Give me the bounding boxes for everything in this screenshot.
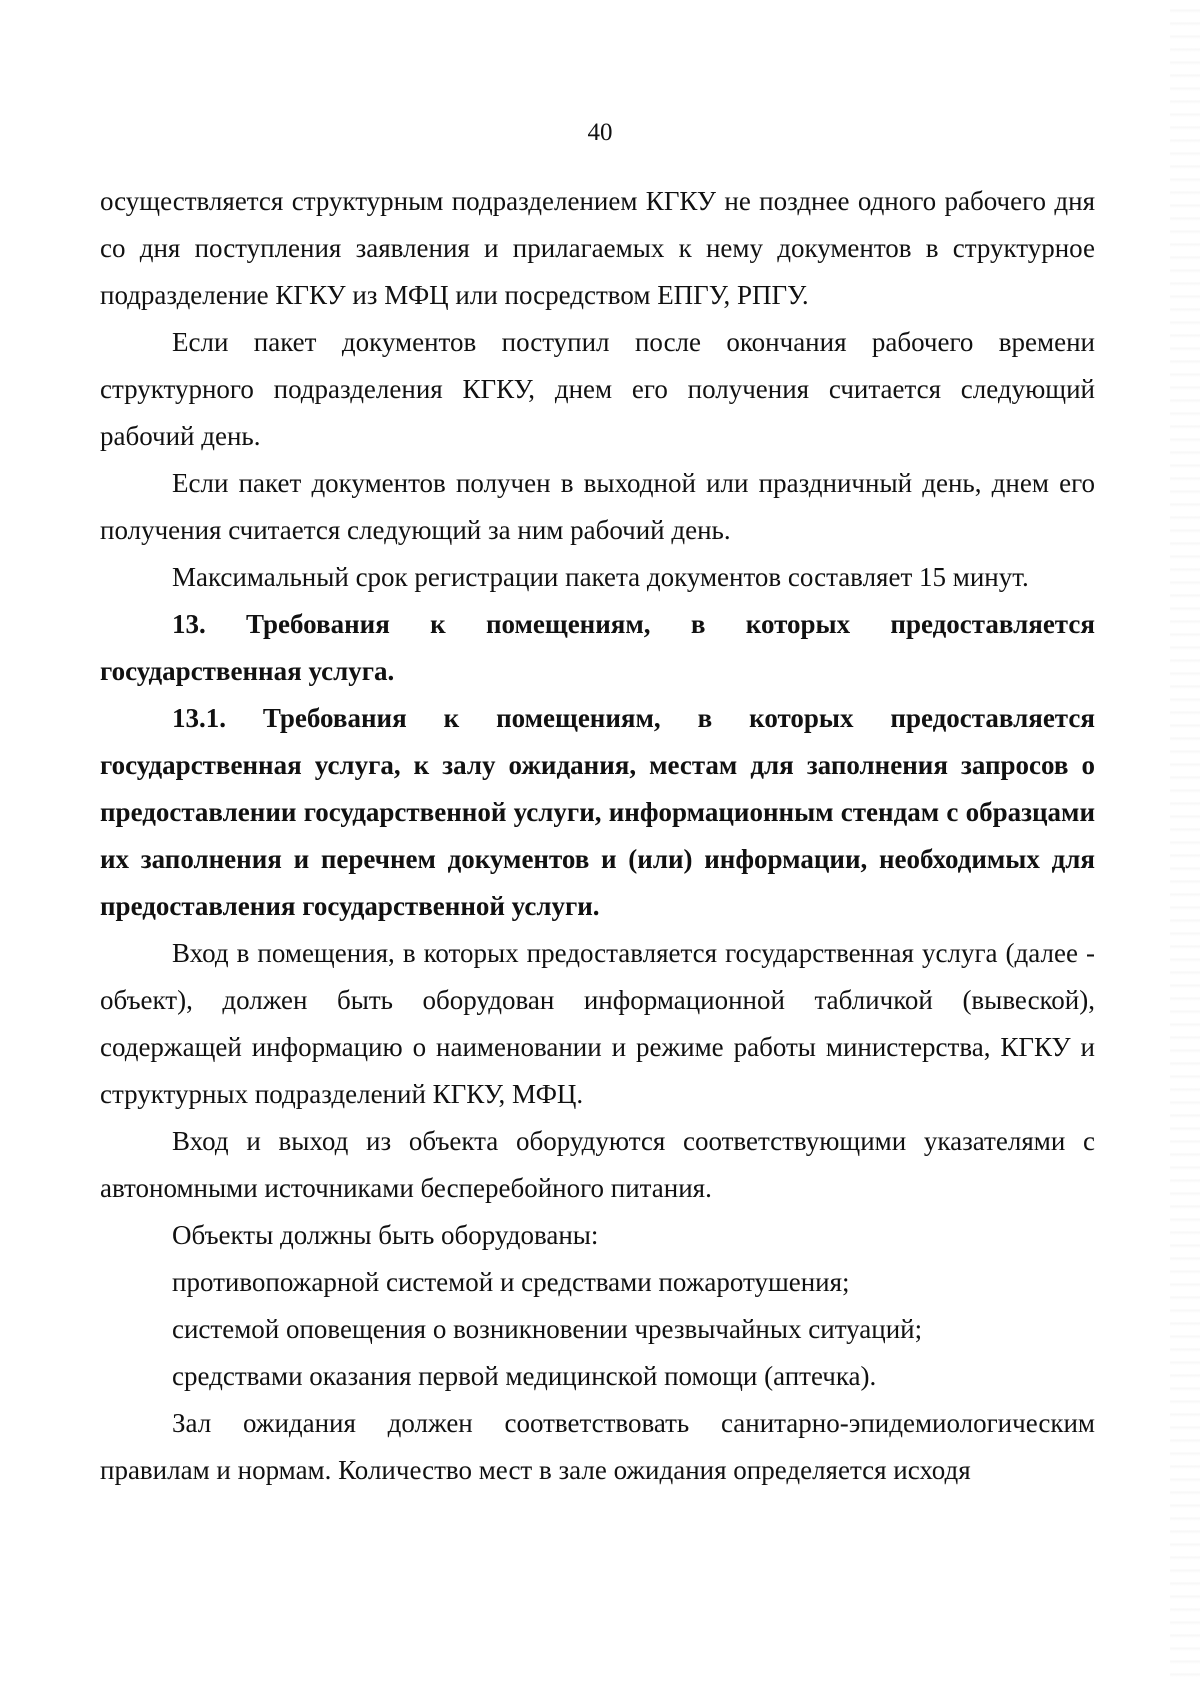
- list-item: противопожарной системой и средствами пожаротушения;: [172, 1267, 850, 1297]
- paragraph: Вход в помещения, в которых предоставляется государственная услуга (далее - объект), должен быть оборудован информационной табличкой (вывеской), содержащей информацию о наименовании и режиме работы министерства, КГКУ и структурных подразделений КГКУ, МФЦ.: [100, 938, 1095, 1109]
- paragraph: Если пакет документов получен в выходной или праздничный день, днем его получения считается следующий за ним рабочий день.: [100, 468, 1095, 545]
- paragraph: Если пакет документов поступил после окончания рабочего времени структурного подразделения КГКУ, днем его получения считается следующий рабочий день.: [100, 327, 1095, 451]
- list-item: средствами оказания первой медицинской помощи (аптечка).: [172, 1361, 877, 1391]
- paragraph: Вход и выход из объекта оборудуются соответствующими указателями с автономными источниками бесперебойного питания.: [100, 1126, 1095, 1203]
- scan-edge-artifact: [1170, 0, 1200, 1685]
- document-body: [100, 178, 1095, 1494]
- subsection-heading: 13.1. Требования к помещениям, в которых предоставляется государственная услуга, к залу ожидания, местам для заполнения запросов о предоставлении государственной услуги, информационным стендам с образцами их заполнения и перечнем документов и (или) информации, необходимых для предоставления государственной услуги.: [100, 703, 1095, 921]
- paragraph: Максимальный срок регистрации пакета документов составляет 15 минут.: [172, 562, 1029, 592]
- list-item: системой оповещения о возникновении чрезвычайных ситуаций;: [172, 1314, 923, 1344]
- page-number: 40: [587, 119, 613, 146]
- section-heading: 13. Требования к помещениям, в которых предоставляется государственная услуга.: [100, 609, 1095, 686]
- paragraph: Зал ожидания должен соответствовать санитарно-эпидемиологическим правилам и нормам. Количество мест в зале ожидания определяется исходя: [100, 1408, 1095, 1485]
- paragraph: осуществляется структурным подразделением КГКУ не позднее одного рабочего дня со дня поступления заявления и прилагаемых к нему документов в структурное подразделение КГКУ из МФЦ или посредством ЕПГУ, РПГУ.: [100, 186, 1095, 310]
- paragraph: Объекты должны быть оборудованы:: [172, 1220, 599, 1250]
